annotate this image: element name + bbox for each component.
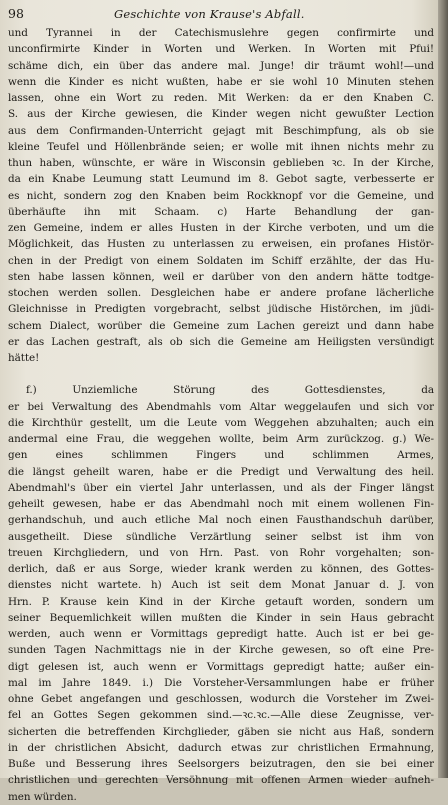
text-line: gen eines schlimmen Fingers und schlimmen Armes,: [8, 449, 434, 462]
text-line: mal im Jahre 1849. i.) Die Vorsteher-Versammlungen habe er früher: [8, 676, 434, 689]
text-line: fel an Gottes Segen gekommen sind.—ꝛc.ꝛc.—Alle diese Zeugnisse, ver-: [8, 709, 434, 722]
text-line: chen in der Predigt von einem Soldaten im Schiff erzählte, der das Hu-: [8, 254, 434, 267]
text-line: thun haben, wünschte, er wäre in Wisconsin geblieben ꝛc. In der Kirche,: [8, 157, 434, 169]
text-line: er bei Verwaltung des Abendmahls vom Altar weggelaufen und sich vor: [8, 400, 434, 413]
paragraph-gap: [8, 366, 434, 382]
text-line: treuen Kirchgliedern, und von Hrn. Past. von Rohr vorgehalten; son-: [8, 546, 434, 559]
text-line: derlich, daß er aus Sorge, wieder krank werden zu können, des Gottes-: [8, 563, 434, 575]
text-line: die Kirchthür gestellt, um die Leute vom Weggehen abzuhalten; auch ein: [8, 416, 434, 429]
page-header: [8, 6, 434, 24]
text-line: da ein Knabe Leumung statt Leumund im 8. Gebot sagte, verbesserte er: [8, 173, 434, 186]
text-line: gerhandschuh, und auch etliche Mal noch einen Fausthandschuh darüber,: [8, 514, 434, 527]
page-body: [8, 25, 434, 805]
page-number: 98: [8, 6, 24, 21]
text-line: schem Dialect, worüber die Gemeine zum Lachen gereizt und dann habe: [8, 319, 434, 332]
text-line: ausgetheilt. Diese sündliche Verzärtlung seiner selbst ist ihm von: [8, 530, 434, 543]
text-line: dienstes nicht wartete. h) Auch ist seit dem Monat Januar d. J. von: [8, 579, 434, 592]
text-line: er das Lachen gestraft, als ob sich die Gemeine am Heiligsten versündigt: [8, 335, 434, 348]
text-line: werden, auch wenn er Vormittags gepredigt hatte. Auch ist er bei ge-: [8, 628, 434, 640]
text-line: lassen, ohne ein Wort zu reden. Mit Werken: da er den Knaben C.: [8, 92, 434, 104]
text-line: und Tyrannei in der Catechismuslehre gegen confirmirte und: [8, 27, 434, 39]
text-line: die längst geheilt waren, habe er die Predigt und Verwaltung des heil.: [8, 465, 434, 478]
text-line: in der christlichen Absicht, dadurch etwas zur christlichen Ermahnung,: [8, 741, 434, 754]
text-line: digt gelesen ist, auch wenn er Vormittags gepredigt hatte; außer ein-: [8, 660, 434, 673]
text-line: kleine Teufel und Höllenbrände seien; er wolle mit ihnen nichts mehr zu: [8, 140, 434, 153]
text-line: geheilt gewesen, habe er das Abendmahl noch mit einem wollenen Fin-: [8, 498, 434, 510]
text-line: es nicht, sondern zog den Knaben beim Rockknopf vor die Gemeine, und: [8, 189, 434, 202]
running-title: Geschichte von Krause's Abfall.: [114, 7, 305, 21]
text-line: hätte!: [8, 352, 40, 364]
page-edge-shadow: [438, 0, 448, 778]
text-line: stochen werden sollen. Desgleichen habe er andere profane lächerliche: [8, 287, 434, 299]
text-line: ohne Gebet angefangen und geschlossen, wodurch die Vorsteher im Zwei-: [8, 693, 434, 705]
text-line: Buße und Besserung ihres Seelsorgers beizutragen, den sie bei einer: [8, 758, 434, 770]
text-line: seiner Bequemlichkeit willen mußten die Kinder in sein Haus gebracht: [8, 611, 434, 624]
text-line: aus dem Confirmanden-Unterricht gejagt mit Beschimpfung, als ob sie: [8, 124, 434, 137]
text-line: Möglichkeit, das Husten zu unterlassen zu erweisen, ein profanes Histör-: [8, 238, 434, 251]
text-line: f.) Unziemliche Störung des Gottesdienstes, da: [26, 384, 434, 397]
text-line: S. aus der Kirche gewiesen, die Kinder wegen nicht gewußter Lection: [8, 108, 434, 121]
text-line: Abendmahl's über ein viertel Jahr unterlassen, und als der Finger längst: [8, 481, 434, 494]
paragraph-f-i: [8, 382, 434, 805]
text-line: unconfirmirte Kinder in Worten und Werken. In Worten mit Pfui!: [8, 43, 434, 56]
text-line: zen Gemeine, indem er alles Husten in der Kirche verboten, und um die: [8, 222, 434, 234]
text-line: überhäufte ihn mit Schaam. c) Harte Behandlung der gan-: [8, 205, 434, 218]
paragraph-c-d-e: [8, 25, 434, 366]
text-line: Gleichnisse in Predigten vorgebracht, selbst jüdische Histörchen, im jüdi-: [8, 303, 434, 316]
text-line: men würden.: [8, 790, 77, 803]
text-line: sunden Tagen Nachmittags nie in der Kirche gewesen, so oft eine Pre-: [8, 644, 434, 657]
text-line: sten habe lassen können, weil er darüber von den andern hätte todtge-: [8, 270, 434, 283]
text-line: andermal eine Frau, die weggehen wollte, beim Arm zurückzog. g.) We-: [8, 433, 434, 445]
text-line: christlichen und gerechten Versöhnung mit offenen Armen wieder aufneh-: [8, 774, 434, 787]
text-line: Hrn. P. Krause kein Kind in der Kirche getauft worden, sondern um: [8, 595, 434, 608]
text-line: wenn die Kinder es nicht wußten, habe er sie wohl 10 Minuten stehen: [8, 75, 434, 88]
text-line: schäme dich, ein über das andere mal. Junge! dir träumt wohl!—und: [8, 59, 434, 72]
text-line: sicherten die betreffenden Kirchglieder, gäben sie nicht aus Haß, sondern: [8, 725, 434, 738]
